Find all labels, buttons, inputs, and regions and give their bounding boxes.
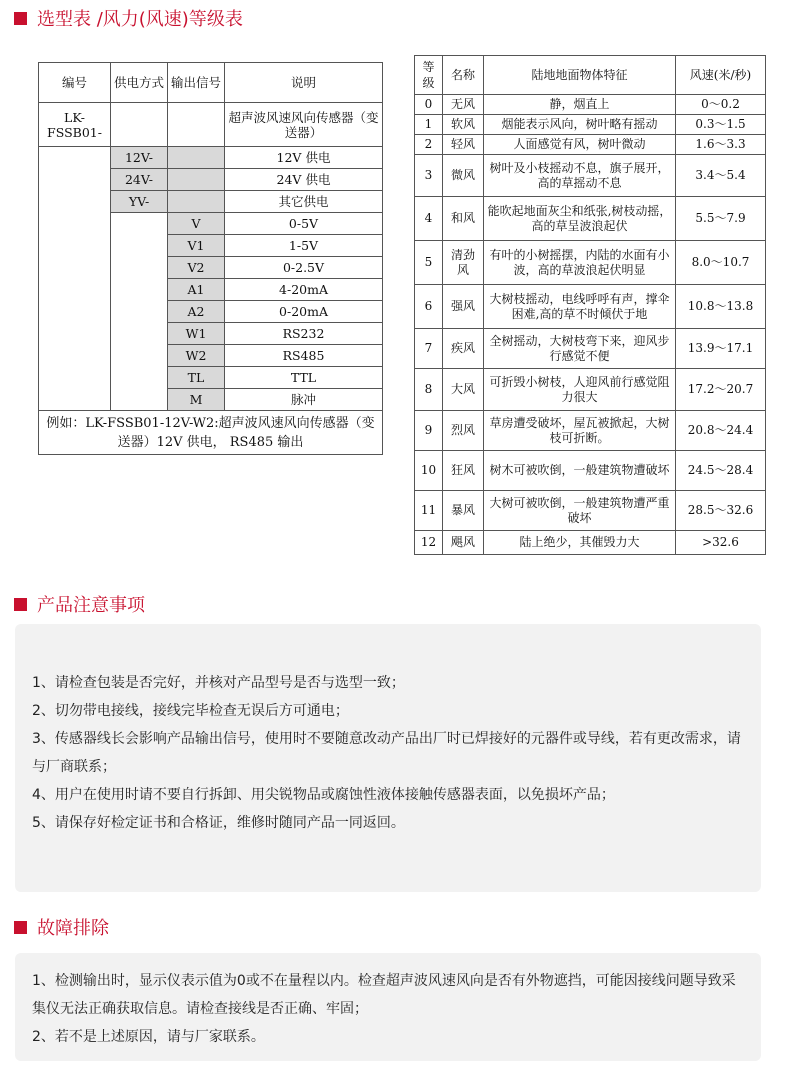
wind-name: 狂风 xyxy=(443,451,484,491)
header-cell: 编号 xyxy=(39,63,111,103)
power-code: 24V- xyxy=(111,169,168,191)
wind-name: 强风 xyxy=(443,285,484,329)
wind-level: 11 xyxy=(415,491,443,531)
notes-section-title: 产品注意事项 xyxy=(37,595,145,616)
wind-speed: 24.5～28.4 xyxy=(676,451,766,491)
wind-row xyxy=(415,285,766,329)
empty-cell xyxy=(168,147,225,169)
empty-cell xyxy=(39,147,111,411)
wind-level: 8 xyxy=(415,369,443,411)
wind-row xyxy=(415,241,766,285)
output-code: M xyxy=(168,389,225,411)
header-cell: 供电方式 xyxy=(111,63,168,103)
power-row xyxy=(39,147,383,169)
wind-desc: 能吹起地面灰尘和纸张,树枝动摇，高的草呈波浪起伏 xyxy=(484,197,676,241)
selection-table xyxy=(38,62,383,455)
wind-speed: 28.5～32.6 xyxy=(676,491,766,531)
wind-speed: 8.0～10.7 xyxy=(676,241,766,285)
power-desc: 12V 供电 xyxy=(225,147,383,169)
wind-scale-table xyxy=(414,55,766,555)
wind-desc: 树木可被吹倒，一般建筑物遭破坏 xyxy=(484,451,676,491)
output-desc: 0-20mA xyxy=(225,301,383,323)
wind-row xyxy=(415,329,766,369)
output-code: V2 xyxy=(168,257,225,279)
wind-speed: 20.8～24.4 xyxy=(676,411,766,451)
wind-speed: 0.3～1.5 xyxy=(676,115,766,135)
example-text: 例如：LK-FSSB01-12V-W2:超声波风速风向传感器（变送器）12V 供电， RS485 输出 xyxy=(39,411,383,455)
wind-row xyxy=(415,411,766,451)
header-cell: 输出信号 xyxy=(168,63,225,103)
square-bullet-icon xyxy=(14,598,27,611)
model-code: LK-FSSB01- xyxy=(39,103,111,147)
empty-cell xyxy=(168,169,225,191)
wind-speed: 0～0.2 xyxy=(676,95,766,115)
square-bullet-icon xyxy=(14,12,27,25)
notes-section-header xyxy=(14,592,145,616)
selection-section-title: 选型表 /风力(风速)等级表 xyxy=(37,9,243,30)
wind-row xyxy=(415,197,766,241)
wind-header-row xyxy=(415,56,766,95)
note-item: 2、切勿带电接线，接线完毕检查无误后方可通电； xyxy=(32,703,349,719)
power-code: 12V- xyxy=(111,147,168,169)
wind-speed: 13.9～17.1 xyxy=(676,329,766,369)
wind-speed: 17.2～20.7 xyxy=(676,369,766,411)
wind-level: 3 xyxy=(415,155,443,197)
output-desc: 脉冲 xyxy=(225,389,383,411)
wind-name: 清劲风 xyxy=(443,241,484,285)
wind-level: 2 xyxy=(415,135,443,155)
output-desc: 0-5V xyxy=(225,213,383,235)
output-desc: 0-2.5V xyxy=(225,257,383,279)
wind-name: 暴风 xyxy=(443,491,484,531)
output-code: W2 xyxy=(168,345,225,367)
trouble-section-header xyxy=(14,915,109,939)
wind-level: 10 xyxy=(415,451,443,491)
wind-level: 4 xyxy=(415,197,443,241)
power-desc: 24V 供电 xyxy=(225,169,383,191)
wind-name: 烈风 xyxy=(443,411,484,451)
output-code: TL xyxy=(168,367,225,389)
wind-name: 轻风 xyxy=(443,135,484,155)
wind-row xyxy=(415,135,766,155)
output-desc: RS485 xyxy=(225,345,383,367)
note-item: 4、用户在使用时请不要自行拆卸、用尖锐物品或腐蚀性液体接触传感器表面，以免损坏产品； xyxy=(32,787,615,803)
output-code: V1 xyxy=(168,235,225,257)
output-desc: RS232 xyxy=(225,323,383,345)
output-desc: 4-20mA xyxy=(225,279,383,301)
wind-desc: 全树摇动，大树枝弯下来，迎风步行感觉不便 xyxy=(484,329,676,369)
trouble-panel xyxy=(15,953,761,1061)
selection-section-header xyxy=(14,6,243,30)
wind-name: 疾风 xyxy=(443,329,484,369)
output-code: A2 xyxy=(168,301,225,323)
wind-speed: >32.6 xyxy=(676,531,766,555)
empty-cell xyxy=(168,103,225,147)
wind-desc: 大树可被吹倒，一般建筑物遭严重破坏 xyxy=(484,491,676,531)
wind-level: 12 xyxy=(415,531,443,555)
square-bullet-icon xyxy=(14,921,27,934)
wind-row xyxy=(415,451,766,491)
wind-level: 7 xyxy=(415,329,443,369)
wind-row xyxy=(415,95,766,115)
wind-desc: 静，烟直上 xyxy=(484,95,676,115)
wind-level: 5 xyxy=(415,241,443,285)
wind-row xyxy=(415,491,766,531)
wind-name: 大风 xyxy=(443,369,484,411)
wind-name: 飓风 xyxy=(443,531,484,555)
wind-desc: 陆上绝少，其催毁力大 xyxy=(484,531,676,555)
wind-desc: 可折毁小树枝，人迎风前行感觉阻力很大 xyxy=(484,369,676,411)
wind-level: 9 xyxy=(415,411,443,451)
wind-desc: 大树枝摇动，电线呼呼有声，撑伞困难,高的草不时倾伏于地 xyxy=(484,285,676,329)
output-code: W1 xyxy=(168,323,225,345)
header-cell: 名称 xyxy=(443,56,484,95)
wind-level: 0 xyxy=(415,95,443,115)
wind-row xyxy=(415,155,766,197)
trouble-item: 2、若不是上述原因，请与厂家联系。 xyxy=(32,1029,265,1045)
header-cell: 风速(米/秒) xyxy=(676,56,766,95)
notes-panel xyxy=(15,624,761,892)
note-item: 3、传感器线长会影响产品输出信号，使用时不要随意改动产品出厂时已焊接好的元器件或导线，若有更改需求，请与厂商联系； xyxy=(32,731,741,775)
wind-speed: 1.6～3.3 xyxy=(676,135,766,155)
wind-name: 软风 xyxy=(443,115,484,135)
wind-desc: 人面感觉有风，树叶微动 xyxy=(484,135,676,155)
header-cell: 陆地地面物体特征 xyxy=(484,56,676,95)
wind-speed: 5.5～7.9 xyxy=(676,197,766,241)
output-desc: 1-5V xyxy=(225,235,383,257)
note-item: 1、请检查包装是否完好，并核对产品型号是否与选型一致； xyxy=(32,675,405,691)
wind-row xyxy=(415,115,766,135)
wind-name: 和风 xyxy=(443,197,484,241)
wind-desc: 烟能表示风向，树叶略有摇动 xyxy=(484,115,676,135)
wind-desc: 草房遭受破坏，屋瓦被掀起，大树枝可折断。 xyxy=(484,411,676,451)
example-row xyxy=(39,411,383,455)
empty-cell xyxy=(111,213,168,411)
model-row xyxy=(39,103,383,147)
output-desc: TTL xyxy=(225,367,383,389)
wind-level: 1 xyxy=(415,115,443,135)
wind-speed: 3.4～5.4 xyxy=(676,155,766,197)
output-code: V xyxy=(168,213,225,235)
selection-header-row xyxy=(39,63,383,103)
note-item: 5、请保存好检定证书和合格证，维修时随同产品一同返回。 xyxy=(32,815,405,831)
header-cell: 等级 xyxy=(415,56,443,95)
empty-cell xyxy=(111,103,168,147)
wind-name: 无风 xyxy=(443,95,484,115)
wind-row xyxy=(415,531,766,555)
power-code: YV- xyxy=(111,191,168,213)
wind-desc: 有叶的小树摇摆，内陆的水面有小波，高的草波浪起伏明显 xyxy=(484,241,676,285)
header-cell: 说明 xyxy=(225,63,383,103)
wind-name: 微风 xyxy=(443,155,484,197)
wind-level: 6 xyxy=(415,285,443,329)
trouble-section-title: 故障排除 xyxy=(37,918,109,939)
wind-row xyxy=(415,369,766,411)
empty-cell xyxy=(168,191,225,213)
wind-desc: 树叶及小枝摇动不息，旗子展开，高的草摇动不息 xyxy=(484,155,676,197)
output-code: A1 xyxy=(168,279,225,301)
wind-speed: 10.8～13.8 xyxy=(676,285,766,329)
model-desc: 超声波风速风向传感器（变送器） xyxy=(225,103,383,147)
trouble-item: 1、检测输出时，显示仪表示值为0或不在量程以内。检查超声波风速风向是否有外物遮挡，可能因接线问题导致采集仪无法正确获取信息。请检查接线是否正确、牢固； xyxy=(32,973,736,1017)
power-desc: 其它供电 xyxy=(225,191,383,213)
